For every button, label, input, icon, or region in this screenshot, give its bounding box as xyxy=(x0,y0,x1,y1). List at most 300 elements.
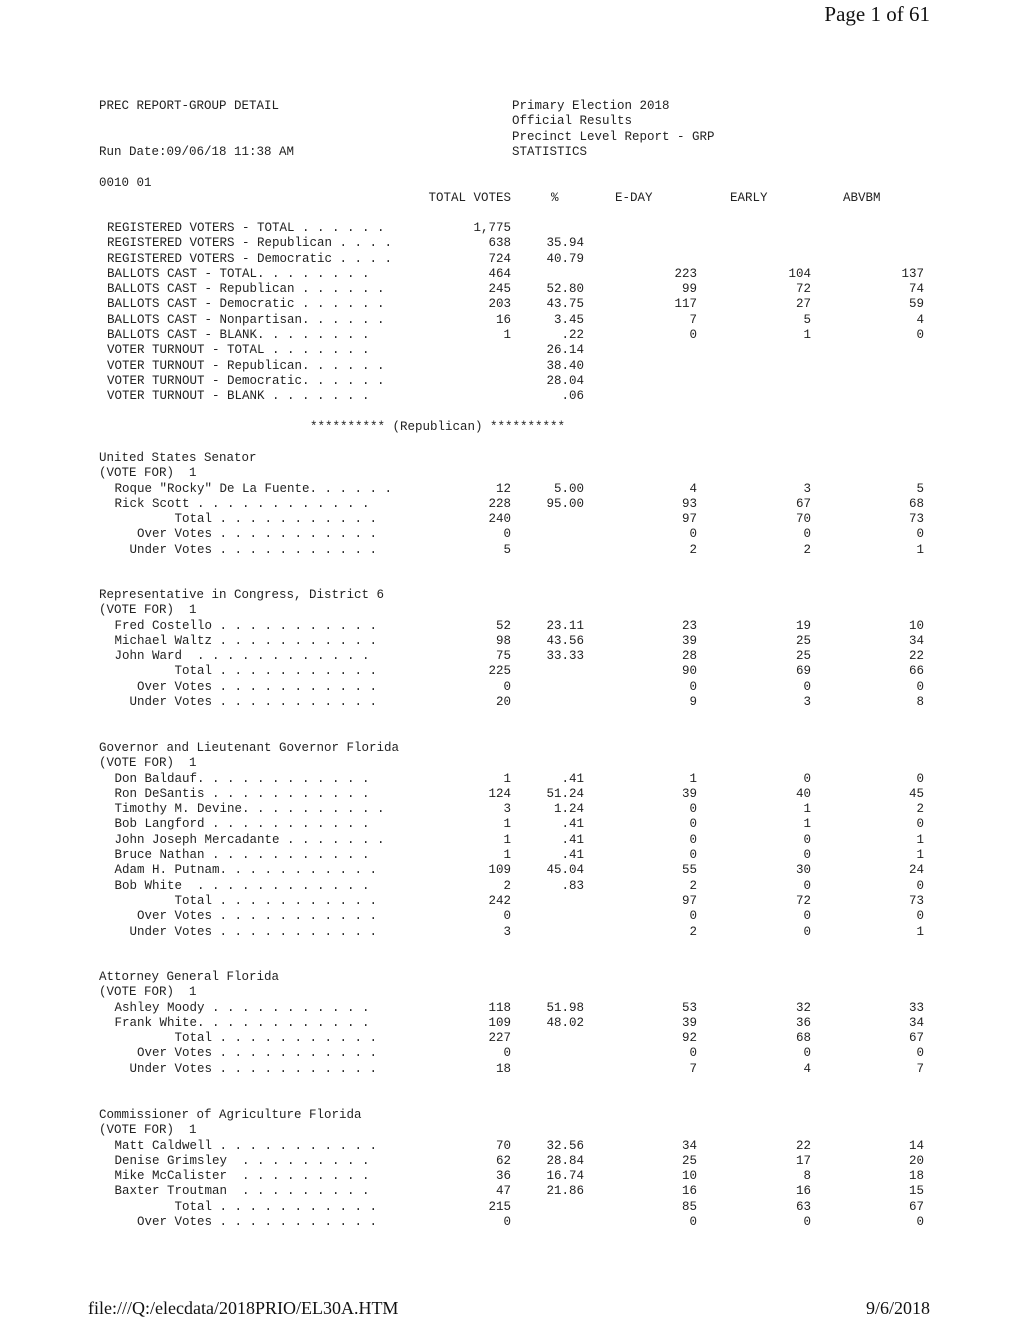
row-label: Baxter Troutman . . . . . . . . . xyxy=(107,1184,370,1199)
row-label: VOTER TURNOUT - BLANK . . . . . . . xyxy=(107,389,370,404)
cell-total-votes: 98 xyxy=(495,633,511,648)
cell-abvbm: 15 xyxy=(908,1184,924,1199)
cell-early: 25 xyxy=(795,633,811,648)
cell-abvbm: 34 xyxy=(908,1015,924,1030)
row-label: Over Votes . . . . . . . . . . . xyxy=(107,1215,378,1230)
row-label: Fred Costello . . . . . . . . . . . xyxy=(107,618,378,633)
cell-eday: 99 xyxy=(681,282,697,297)
col-header-percent: % xyxy=(551,191,559,205)
cell-early: 0 xyxy=(803,909,811,924)
cell-total-votes: 225 xyxy=(488,664,511,679)
col-header-eday: E-DAY xyxy=(615,191,653,205)
table-row xyxy=(0,374,1020,389)
cell-early: 32 xyxy=(795,1000,811,1015)
cell-early: 40 xyxy=(795,786,811,801)
cell-early: 0 xyxy=(803,1215,811,1230)
table-row xyxy=(0,1016,1020,1031)
cell-early: 72 xyxy=(795,893,811,908)
row-label: BALLOTS CAST - BLANK. . . . . . . . xyxy=(107,328,370,343)
vote-for-label: (VOTE FOR) 1 xyxy=(99,466,197,481)
cell-total-votes: 227 xyxy=(488,1031,511,1046)
table-row xyxy=(0,649,1020,664)
row-label: Under Votes . . . . . . . . . . . xyxy=(107,542,378,557)
cell-percent: 95.00 xyxy=(546,496,584,511)
cell-total-votes: 1 xyxy=(503,328,511,343)
cell-percent: 21.86 xyxy=(546,1184,584,1199)
row-label: Frank White. . . . . . . . . . . . xyxy=(107,1015,370,1030)
table-row xyxy=(0,833,1020,848)
cell-early: 0 xyxy=(803,771,811,786)
row-label: BALLOTS CAST - Democratic . . . . . . xyxy=(107,297,385,312)
vote-for-row xyxy=(0,603,1020,618)
table-row xyxy=(0,863,1020,878)
cell-eday: 39 xyxy=(681,786,697,801)
row-label: Under Votes . . . . . . . . . . . xyxy=(107,1061,378,1076)
row-label: Rick Scott . . . . . . . . . . . . xyxy=(107,496,370,511)
cell-abvbm: 1 xyxy=(916,542,924,557)
cell-total-votes: 75 xyxy=(495,649,511,664)
cell-percent: 38.40 xyxy=(546,358,584,373)
cell-total-votes: 464 xyxy=(488,266,511,281)
cell-eday: 0 xyxy=(689,848,697,863)
row-label: Timothy M. Devine. . . . . . . . . . xyxy=(107,802,385,817)
table-row xyxy=(0,313,1020,328)
cell-abvbm: 1 xyxy=(916,832,924,847)
cell-total-votes: 1 xyxy=(503,771,511,786)
cell-eday: 0 xyxy=(689,817,697,832)
cell-percent: 40.79 xyxy=(546,251,584,266)
cell-eday: 10 xyxy=(681,1169,697,1184)
cell-abvbm: 0 xyxy=(916,878,924,893)
cell-percent: 16.74 xyxy=(546,1169,584,1184)
cell-percent: .41 xyxy=(561,848,584,863)
table-row xyxy=(0,817,1020,832)
cell-early: 63 xyxy=(795,1199,811,1214)
cell-percent: 28.84 xyxy=(546,1153,584,1168)
cell-total-votes: 0 xyxy=(503,909,511,924)
vote-for-label: (VOTE FOR) 1 xyxy=(99,985,197,1000)
cell-abvbm: 33 xyxy=(908,1000,924,1015)
cell-total-votes: 0 xyxy=(503,679,511,694)
row-label: VOTER TURNOUT - Democratic. . . . . . xyxy=(107,373,385,388)
cell-eday: 0 xyxy=(689,802,697,817)
row-label: Over Votes . . . . . . . . . . . xyxy=(107,679,378,694)
cell-percent: 3.45 xyxy=(553,312,584,327)
table-row xyxy=(0,802,1020,817)
cell-early: 1 xyxy=(803,802,811,817)
report-title: PREC REPORT-GROUP DETAIL xyxy=(99,99,280,113)
cell-percent: 23.11 xyxy=(546,618,584,633)
cell-total-votes: 109 xyxy=(488,863,511,878)
row-label: Ashley Moody . . . . . . . . . . . xyxy=(107,1000,370,1015)
cell-total-votes: 20 xyxy=(495,695,511,710)
cell-total-votes: 228 xyxy=(488,496,511,511)
cell-total-votes: 3 xyxy=(503,924,511,939)
race-title-row xyxy=(0,451,1020,466)
table-row xyxy=(0,389,1020,404)
cell-percent: .83 xyxy=(561,878,584,893)
cell-early: 8 xyxy=(803,1169,811,1184)
race-congress-district-6 xyxy=(0,588,1020,710)
row-label: Over Votes . . . . . . . . . . . xyxy=(107,1046,378,1061)
cell-eday: 90 xyxy=(681,664,697,679)
row-label: Roque "Rocky" De La Fuente. . . . . . xyxy=(107,481,393,496)
col-header-abvbm: ABVBM xyxy=(843,191,881,205)
cell-early: 3 xyxy=(803,481,811,496)
table-row xyxy=(0,1062,1020,1077)
cell-abvbm: 67 xyxy=(908,1199,924,1214)
cell-total-votes: 0 xyxy=(503,527,511,542)
cell-eday: 7 xyxy=(689,312,697,327)
cell-total-votes: 47 xyxy=(495,1184,511,1199)
table-row xyxy=(0,512,1020,527)
table-row xyxy=(0,1001,1020,1016)
cell-early: 0 xyxy=(803,848,811,863)
col-header-early: EARLY xyxy=(730,191,768,205)
cell-eday: 0 xyxy=(689,832,697,847)
cell-early: 68 xyxy=(795,1031,811,1046)
cell-percent: 51.24 xyxy=(546,786,584,801)
row-label: Total . . . . . . . . . . . xyxy=(107,1199,378,1214)
cell-abvbm: 74 xyxy=(908,282,924,297)
cell-abvbm: 73 xyxy=(908,893,924,908)
cell-early: 3 xyxy=(803,695,811,710)
cell-eday: 93 xyxy=(681,496,697,511)
table-row xyxy=(0,359,1020,374)
cell-abvbm: 20 xyxy=(908,1153,924,1168)
row-label: VOTER TURNOUT - TOTAL . . . . . . . xyxy=(107,343,370,358)
cell-abvbm: 0 xyxy=(916,817,924,832)
cell-early: 17 xyxy=(795,1153,811,1168)
race-commissioner-agriculture xyxy=(0,1108,1020,1230)
cell-percent: 33.33 xyxy=(546,649,584,664)
cell-eday: 2 xyxy=(689,542,697,557)
table-row xyxy=(0,297,1020,312)
cell-total-votes: 5 xyxy=(503,542,511,557)
race-title: United States Senator xyxy=(99,451,257,465)
cell-abvbm: 4 xyxy=(916,312,924,327)
cell-abvbm: 7 xyxy=(916,1061,924,1076)
cell-early: 72 xyxy=(795,282,811,297)
cell-eday: 53 xyxy=(681,1000,697,1015)
cell-eday: 39 xyxy=(681,1015,697,1030)
cell-eday: 2 xyxy=(689,878,697,893)
cell-early: 104 xyxy=(788,266,811,281)
table-row xyxy=(0,925,1020,940)
cell-early: 70 xyxy=(795,512,811,527)
table-row xyxy=(0,1200,1020,1215)
table-row xyxy=(0,848,1020,863)
race-us-senator xyxy=(0,451,1020,558)
cell-eday: 28 xyxy=(681,649,697,664)
cell-percent: .22 xyxy=(561,328,584,343)
row-label: Under Votes . . . . . . . . . . . xyxy=(107,695,378,710)
cell-early: 25 xyxy=(795,649,811,664)
row-label: Don Baldauf. . . . . . . . . . . . xyxy=(107,771,370,786)
row-label: Bruce Nathan . . . . . . . . . . . xyxy=(107,848,370,863)
cell-abvbm: 67 xyxy=(908,1031,924,1046)
table-row xyxy=(0,695,1020,710)
cell-abvbm: 34 xyxy=(908,633,924,648)
vote-for-label: (VOTE FOR) 1 xyxy=(99,1123,197,1138)
vote-for-label: (VOTE FOR) 1 xyxy=(99,756,197,771)
cell-early: 0 xyxy=(803,832,811,847)
cell-percent: 32.56 xyxy=(546,1138,584,1153)
cell-early: 27 xyxy=(795,297,811,312)
footer-date: 9/6/2018 xyxy=(865,1298,930,1318)
race-title: Commissioner of Agriculture Florida xyxy=(99,1108,362,1122)
cell-percent: 43.56 xyxy=(546,633,584,648)
footer-file-path: file:///Q:/elecdata/2018PRIO/EL30A.HTM xyxy=(88,1298,399,1318)
cell-eday: 0 xyxy=(689,328,697,343)
race-title: Governor and Lieutenant Governor Florida xyxy=(99,741,400,755)
cell-percent: 26.14 xyxy=(546,343,584,358)
cell-percent: 48.02 xyxy=(546,1015,584,1030)
cell-eday: 97 xyxy=(681,893,697,908)
cell-total-votes: 1 xyxy=(503,848,511,863)
race-title: Attorney General Florida xyxy=(99,970,280,984)
cell-abvbm: 0 xyxy=(916,909,924,924)
statistics-table xyxy=(0,221,1020,405)
cell-eday: 55 xyxy=(681,863,697,878)
cell-percent: 45.04 xyxy=(546,863,584,878)
cell-early: 1 xyxy=(803,817,811,832)
table-row xyxy=(0,1031,1020,1046)
table-row xyxy=(0,497,1020,512)
table-row xyxy=(0,543,1020,558)
table-row xyxy=(0,1215,1020,1230)
cell-early: 36 xyxy=(795,1015,811,1030)
cell-abvbm: 0 xyxy=(916,679,924,694)
row-label: Michael Waltz . . . . . . . . . . . xyxy=(107,633,378,648)
cell-early: 69 xyxy=(795,664,811,679)
cell-abvbm: 68 xyxy=(908,496,924,511)
cell-abvbm: 8 xyxy=(916,695,924,710)
cell-abvbm: 0 xyxy=(916,1046,924,1061)
cell-abvbm: 0 xyxy=(916,527,924,542)
cell-eday: 92 xyxy=(681,1031,697,1046)
election-name: Primary Election 2018 xyxy=(512,99,670,113)
cell-eday: 2 xyxy=(689,924,697,939)
row-label: John Joseph Mercadante . . . . . . . xyxy=(107,832,385,847)
row-label: REGISTERED VOTERS - TOTAL . . . . . . xyxy=(107,221,385,235)
row-label: Total . . . . . . . . . . . xyxy=(107,512,378,527)
table-row xyxy=(0,527,1020,542)
row-label: Under Votes . . . . . . . . . . . xyxy=(107,924,378,939)
cell-eday: 85 xyxy=(681,1199,697,1214)
cell-eday: 0 xyxy=(689,527,697,542)
race-attorney-general xyxy=(0,970,1020,1077)
cell-percent: 35.94 xyxy=(546,236,584,251)
cell-abvbm: 14 xyxy=(908,1138,924,1153)
cell-total-votes: 18 xyxy=(495,1061,511,1076)
table-row xyxy=(0,1169,1020,1184)
vote-for-row xyxy=(0,985,1020,1000)
row-label: BALLOTS CAST - TOTAL. . . . . . . . xyxy=(107,266,370,281)
row-label: Mike McCalister . . . . . . . . . xyxy=(107,1169,370,1184)
cell-abvbm: 59 xyxy=(908,297,924,312)
run-date: Run Date:09/06/18 11:38 AM xyxy=(99,145,295,159)
table-row xyxy=(0,328,1020,343)
cell-abvbm: 10 xyxy=(908,618,924,633)
cell-eday: 39 xyxy=(681,633,697,648)
cell-total-votes: 16 xyxy=(495,312,511,327)
cell-percent: 43.75 xyxy=(546,297,584,312)
cell-total-votes: 52 xyxy=(495,618,511,633)
cell-eday: 0 xyxy=(689,909,697,924)
table-row xyxy=(0,879,1020,894)
row-label: BALLOTS CAST - Nonpartisan. . . . . . xyxy=(107,312,385,327)
cell-eday: 1 xyxy=(689,771,697,786)
cell-percent: .41 xyxy=(561,771,584,786)
cell-total-votes: 0 xyxy=(503,1046,511,1061)
cell-eday: 16 xyxy=(681,1184,697,1199)
cell-total-votes: 3 xyxy=(503,802,511,817)
cell-total-votes: 118 xyxy=(488,1000,511,1015)
row-label: Ron DeSantis . . . . . . . . . . . xyxy=(107,786,370,801)
table-row xyxy=(0,221,1020,236)
cell-total-votes: 1,775 xyxy=(473,221,511,235)
row-label: Total . . . . . . . . . . . xyxy=(107,1031,378,1046)
cell-eday: 4 xyxy=(689,481,697,496)
vote-for-row xyxy=(0,466,1020,481)
row-label: Adam H. Putnam. . . . . . . . . . . xyxy=(107,863,378,878)
vote-for-row xyxy=(0,1123,1020,1138)
cell-total-votes: 36 xyxy=(495,1169,511,1184)
cell-eday: 34 xyxy=(681,1138,697,1153)
row-label: VOTER TURNOUT - Republican. . . . . . xyxy=(107,358,385,373)
cell-total-votes: 638 xyxy=(488,236,511,251)
cell-abvbm: 22 xyxy=(908,649,924,664)
cell-eday: 97 xyxy=(681,512,697,527)
cell-early: 0 xyxy=(803,527,811,542)
cell-abvbm: 2 xyxy=(916,802,924,817)
table-row xyxy=(0,1184,1020,1199)
race-title-row xyxy=(0,741,1020,756)
row-label: REGISTERED VOTERS - Democratic . . . . xyxy=(107,251,393,266)
report-section: STATISTICS xyxy=(512,145,588,159)
cell-percent: 5.00 xyxy=(553,481,584,496)
cell-abvbm: 45 xyxy=(908,786,924,801)
cell-total-votes: 245 xyxy=(488,282,511,297)
cell-early: 16 xyxy=(795,1184,811,1199)
vote-for-label: (VOTE FOR) 1 xyxy=(99,603,197,618)
cell-abvbm: 18 xyxy=(908,1169,924,1184)
table-row xyxy=(0,236,1020,251)
cell-early: 19 xyxy=(795,618,811,633)
cell-percent: .41 xyxy=(561,832,584,847)
cell-total-votes: 70 xyxy=(495,1138,511,1153)
cell-early: 67 xyxy=(795,496,811,511)
cell-early: 1 xyxy=(803,328,811,343)
row-label: BALLOTS CAST - Republican . . . . . . xyxy=(107,282,385,297)
cell-abvbm: 1 xyxy=(916,848,924,863)
cell-total-votes: 1 xyxy=(503,832,511,847)
cell-percent: 28.04 xyxy=(546,373,584,388)
race-title-row xyxy=(0,1108,1020,1123)
row-label: Over Votes . . . . . . . . . . . xyxy=(107,527,378,542)
cell-total-votes: 215 xyxy=(488,1199,511,1214)
cell-early: 0 xyxy=(803,924,811,939)
table-row xyxy=(0,1046,1020,1061)
row-label: Over Votes . . . . . . . . . . . xyxy=(107,909,378,924)
cell-eday: 7 xyxy=(689,1061,697,1076)
cell-percent: 52.80 xyxy=(546,282,584,297)
page-label: Page 1 of 61 xyxy=(824,2,930,26)
cell-abvbm: 73 xyxy=(908,512,924,527)
table-row xyxy=(0,680,1020,695)
table-row xyxy=(0,267,1020,282)
cell-percent: .41 xyxy=(561,817,584,832)
cell-total-votes: 12 xyxy=(495,481,511,496)
party-banner: ********** (Republican) ********** xyxy=(310,420,566,434)
cell-abvbm: 137 xyxy=(901,266,924,281)
cell-percent: .06 xyxy=(561,389,584,404)
table-row xyxy=(0,343,1020,358)
cell-eday: 223 xyxy=(674,266,697,281)
cell-eday: 0 xyxy=(689,1215,697,1230)
cell-abvbm: 5 xyxy=(916,481,924,496)
cell-early: 0 xyxy=(803,1046,811,1061)
cell-total-votes: 242 xyxy=(488,893,511,908)
cell-early: 22 xyxy=(795,1138,811,1153)
cell-total-votes: 109 xyxy=(488,1015,511,1030)
cell-total-votes: 124 xyxy=(488,786,511,801)
cell-abvbm: 0 xyxy=(916,1215,924,1230)
cell-total-votes: 724 xyxy=(488,251,511,266)
row-label: REGISTERED VOTERS - Republican . . . . xyxy=(107,236,393,251)
cell-abvbm: 66 xyxy=(908,664,924,679)
cell-total-votes: 203 xyxy=(488,297,511,312)
row-label: Total . . . . . . . . . . . xyxy=(107,664,378,679)
cell-early: 2 xyxy=(803,542,811,557)
table-row xyxy=(0,282,1020,297)
cell-total-votes: 0 xyxy=(503,1215,511,1230)
row-label: John Ward . . . . . . . . . . . . xyxy=(107,649,370,664)
table-row xyxy=(0,482,1020,497)
table-row xyxy=(0,787,1020,802)
cell-total-votes: 1 xyxy=(503,817,511,832)
row-label: Denise Grimsley . . . . . . . . . xyxy=(107,1153,370,1168)
cell-eday: 9 xyxy=(689,695,697,710)
cell-abvbm: 24 xyxy=(908,863,924,878)
table-row xyxy=(0,252,1020,267)
row-label: Bob White . . . . . . . . . . . . xyxy=(107,878,370,893)
race-title-row xyxy=(0,970,1020,985)
cell-percent: 1.24 xyxy=(553,802,584,817)
table-row xyxy=(0,909,1020,924)
cell-eday: 0 xyxy=(689,1046,697,1061)
vote-for-row xyxy=(0,756,1020,771)
cell-eday: 0 xyxy=(689,679,697,694)
results-type: Official Results xyxy=(512,114,633,128)
table-row xyxy=(0,772,1020,787)
table-row xyxy=(0,634,1020,649)
col-header-total-votes: TOTAL VOTES xyxy=(428,191,511,205)
race-governor xyxy=(0,741,1020,940)
cell-total-votes: 62 xyxy=(495,1153,511,1168)
cell-percent: 51.98 xyxy=(546,1000,584,1015)
cell-abvbm: 0 xyxy=(916,328,924,343)
cell-abvbm: 1 xyxy=(916,924,924,939)
table-row xyxy=(0,664,1020,679)
row-label: Bob Langford . . . . . . . . . . . xyxy=(107,817,370,832)
race-title-row xyxy=(0,588,1020,603)
table-row xyxy=(0,1154,1020,1169)
table-row xyxy=(0,1139,1020,1154)
cell-eday: 25 xyxy=(681,1153,697,1168)
race-title: Representative in Congress, District 6 xyxy=(99,588,385,602)
